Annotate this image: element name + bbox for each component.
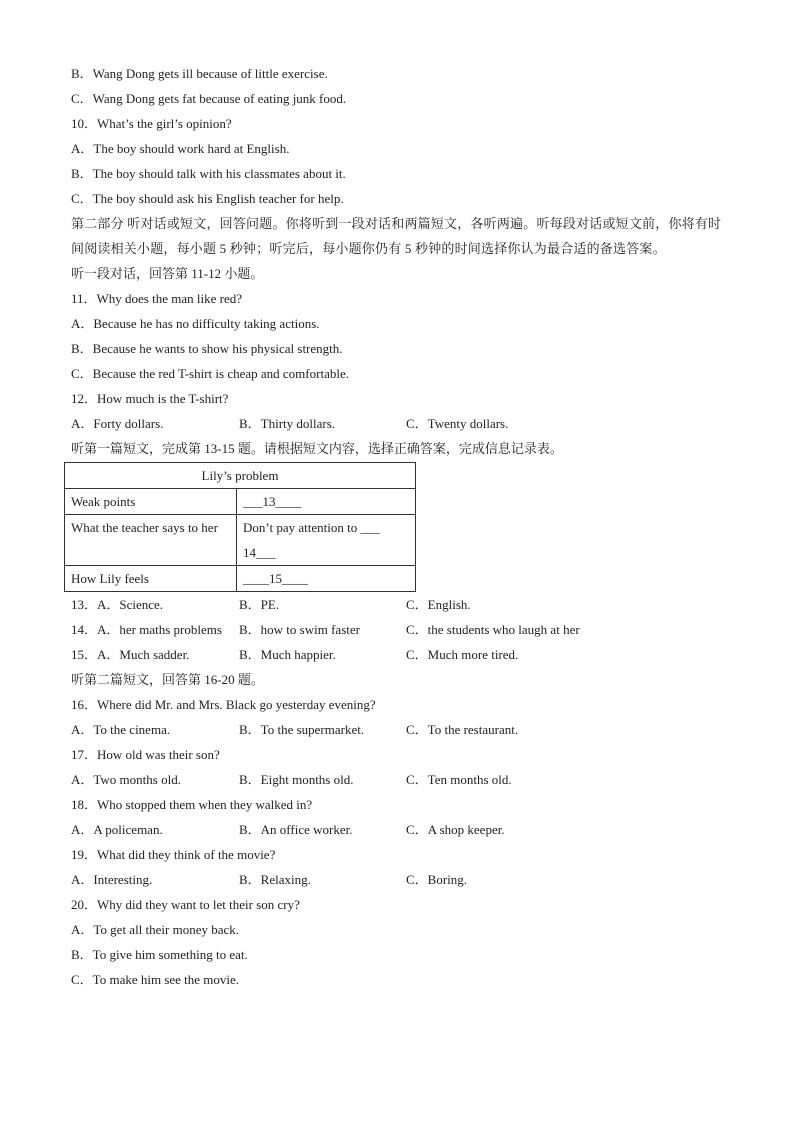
q20-option-a: A．To get all their money back. xyxy=(71,922,240,937)
q18-options xyxy=(71,817,731,842)
lily-problem-table xyxy=(64,462,416,592)
q20-option-c: C．To make him see the movie. xyxy=(71,972,240,987)
q14-options xyxy=(71,617,731,642)
q15-option-c: C．Much more tired. xyxy=(406,647,519,662)
q14-option-b: B．how to swim faster xyxy=(239,622,360,637)
q20-option-b: B．To give him something to eat. xyxy=(71,947,248,962)
q14-option-a: 14．A．her maths problems xyxy=(71,622,222,637)
q12-option-c: C．Twenty dollars. xyxy=(406,416,509,431)
q19-option-c: C．Boring. xyxy=(406,872,468,887)
table-row xyxy=(65,566,416,592)
q13-option-a: 13．A．Science. xyxy=(71,597,164,612)
q18-option-c: C．A shop keeper. xyxy=(406,822,505,837)
q19-options xyxy=(71,867,731,892)
q10-option-b: B．The boy should talk with his classmates about it. xyxy=(71,166,346,181)
q13-options xyxy=(71,592,731,617)
q20-stem: 20．Why did they want to let their son cry? xyxy=(71,897,300,912)
q16-option-a: A．To the cinema. xyxy=(71,722,171,737)
q18-option-b: B．An office worker. xyxy=(239,822,353,837)
q10-stem: 10．What’s the girl’s opinion? xyxy=(71,116,232,131)
q10-option-c: C．The boy should ask his English teacher for help. xyxy=(71,191,344,206)
q18-stem: 18．Who stopped them when they walked in? xyxy=(71,797,313,812)
q19-stem: 19．What did they think of the movie? xyxy=(71,847,276,862)
q12-options xyxy=(71,411,731,436)
q12-stem: 12．How much is the T-shirt? xyxy=(71,391,229,406)
q15-option-b: B．Much happier. xyxy=(239,647,336,662)
q12-option-a: A．Forty dollars. xyxy=(71,416,164,431)
q16-stem: 16．Where did Mr. and Mrs. Black go yesterday evening? xyxy=(71,697,376,712)
table-label: Weak points xyxy=(65,489,237,515)
q11-stem: 11．Why does the man like red? xyxy=(71,291,242,306)
q9-option-c: C．Wang Dong gets fat because of eating junk food. xyxy=(71,91,347,106)
table-row xyxy=(65,515,416,566)
q17-option-a: A．Two months old. xyxy=(71,772,181,787)
part2-instructions: 第二部分 听对话或短文，回答问题。你将听到一段对话和两篇短文，各听两遍。听每段对话或短文前，你将有时间阅读相关小题，每小题 5 秒钟；听完后，每小题你仍有 5 秒钟的时间选择你认为最合适的备选答案。 xyxy=(71,216,722,256)
q16-options xyxy=(71,717,731,742)
q12-option-b: B．Thirty dollars. xyxy=(239,416,336,431)
q15-options xyxy=(71,642,731,667)
q13-option-b: B．PE. xyxy=(239,597,280,612)
q17-option-c: C．Ten months old. xyxy=(406,772,512,787)
table-value: ___13____ xyxy=(237,489,416,515)
q17-stem: 17．How old was their son? xyxy=(71,747,220,762)
q16-option-c: C．To the restaurant. xyxy=(406,722,519,737)
exam-page xyxy=(71,61,731,992)
q11-option-c: C．Because the red T-shirt is cheap and comfortable. xyxy=(71,366,349,381)
passage2-intro: 听第二篇短文，回答第 16-20 题。 xyxy=(71,672,264,687)
q11-option-b: B．Because he wants to show his physical strength. xyxy=(71,341,343,356)
q10-option-a: A．The boy should work hard at English. xyxy=(71,141,290,156)
q19-option-b: B．Relaxing. xyxy=(239,872,311,887)
q19-option-a: A．Interesting. xyxy=(71,872,153,887)
dialog-intro: 听一段对话，回答第 11-12 小题。 xyxy=(71,266,264,281)
passage1-intro: 听第一篇短文，完成第 13-15 题。请根据短文内容，选择正确答案，完成信息记录表。 xyxy=(71,441,563,456)
q9-option-b: B．Wang Dong gets ill because of little exercise. xyxy=(71,66,328,81)
table-row xyxy=(65,489,416,515)
q11-option-a: A．Because he has no difficulty taking actions. xyxy=(71,316,320,331)
table-value: Don’t pay attention to ___ 14___ xyxy=(237,515,416,566)
table-label: How Lily feels xyxy=(65,566,237,592)
q15-option-a: 15．A．Much sadder. xyxy=(71,647,190,662)
q18-option-a: A．A policeman. xyxy=(71,822,163,837)
q13-option-c: C．English. xyxy=(406,597,471,612)
table-label: What the teacher says to her xyxy=(65,515,237,566)
q17-option-b: B．Eight months old. xyxy=(239,772,354,787)
table-title: Lily’s problem xyxy=(65,463,416,489)
q17-options xyxy=(71,767,731,792)
table-value: ____15____ xyxy=(237,566,416,592)
q14-option-c: C．the students who laugh at her xyxy=(406,622,580,637)
q16-option-b: B．To the supermarket. xyxy=(239,722,365,737)
